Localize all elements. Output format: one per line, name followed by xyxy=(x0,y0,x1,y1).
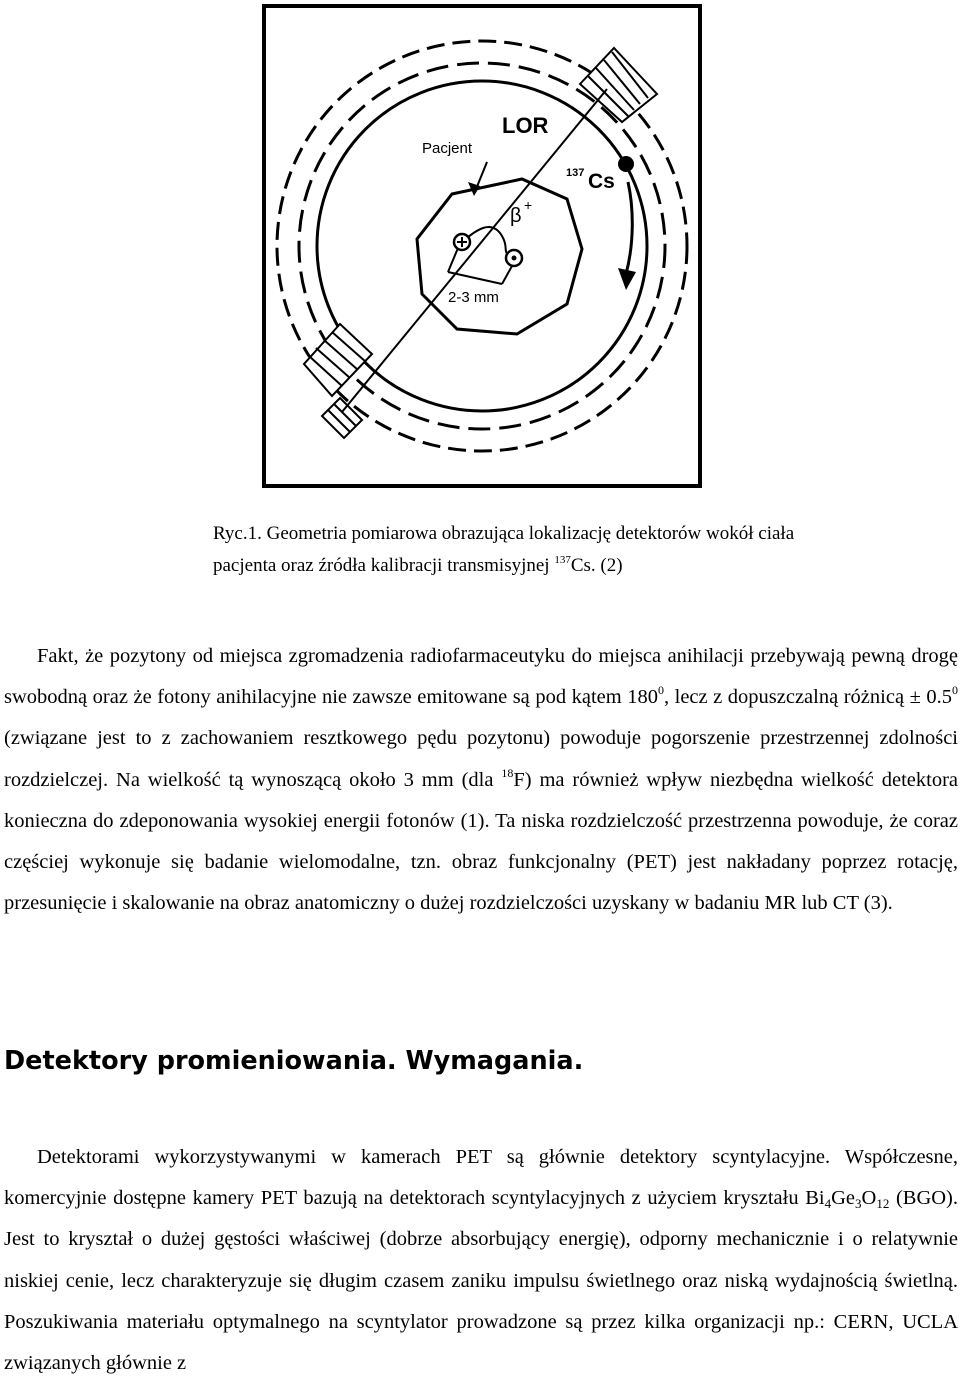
detector-block-top xyxy=(580,48,657,122)
paragraph-2: Detektorami wykorzystywanymi w kamerach PET są głównie detektory scyntylacyjne. Współczesne, komercyjnie dostępne kamery PET bazują na detektorach scyntylacyjnych z użyciem kryształu $Bi_4Ge_3O_{12}$ (BGO). Jest to kryształ o dużej gęstości właściwej (dobrze absorbujący energię), odporny mechanicznie i o relatywnie niskiej cenie, lecz charakteryzuje się długim czasem zaniku impulsu świetlnego oraz niską wydajnością świetlną. Poszukiwania materiału optymalnego na scyntylator prowadzone są przez kilka organizacji np.: CERN, UCLA związanych głównie z xyxy=(4,1146,959,1375)
cs-symbol: Cs xyxy=(588,170,615,193)
lor-label: LOR xyxy=(502,113,549,138)
figure-caption xyxy=(213,521,913,579)
beta-sign: + xyxy=(524,197,533,213)
cs-source xyxy=(618,156,634,172)
caption-line-2: pacjenta oraz źródła kalibracji transmisyjnej $^{137}$Cs. (2) xyxy=(213,554,623,576)
rotation-arrow xyxy=(626,182,632,274)
caption-line-1: Ryc.1. Geometria pomiarowa obrazująca lokalizację detektorów wokół ciała xyxy=(213,523,795,544)
paragraph-1: Fakt, że pozytony od miejsca zgromadzenia radiofarmaceutyku do miejsca anihilacji przebywają pewną drogę swobodną oraz że fotony anihilacyjne nie zawsze emitowane są pod kątem $180^0$, lecz z dopuszczalną różnicą ± $0.5^0$ (związane jest to z zachowaniem resztkowego pędu pozytonu) powoduje pogorszenie przestrzennej zdolności rozdzielczej. Na wielkość tą wynoszącą około 3 mm (dla $^{18}$F) ma również wpływ niezbędna wielkość detektora konieczna do zdeponowania wysokiej energii fotonów (1). Ta niska rozdzielczość przestrzenna powoduje, że coraz częściej wykonuje się badanie wielomodalne, tzn. obraz funkcjonalny (PET) jest nakładany poprzez rotację, przesunięcie i skalowanie na obraz anatomiczny o dużej rozdzielczości uzyskany w badaniu MR lub CT (3). xyxy=(4,645,959,915)
cs-mass: 137 xyxy=(566,167,585,179)
beta-label: β xyxy=(510,205,522,227)
distance-label: 2-3 mm xyxy=(448,289,499,306)
distance-arrows xyxy=(448,248,512,284)
inner-ring xyxy=(317,81,647,411)
pet-geometry-figure xyxy=(262,4,702,488)
lor-line xyxy=(342,89,607,412)
pmt-box xyxy=(322,398,362,438)
patient-label: Pacjent xyxy=(422,140,473,157)
section-heading: Detektory promieniowania. Wymagania. xyxy=(4,1046,584,1076)
patient-outline xyxy=(417,179,582,334)
